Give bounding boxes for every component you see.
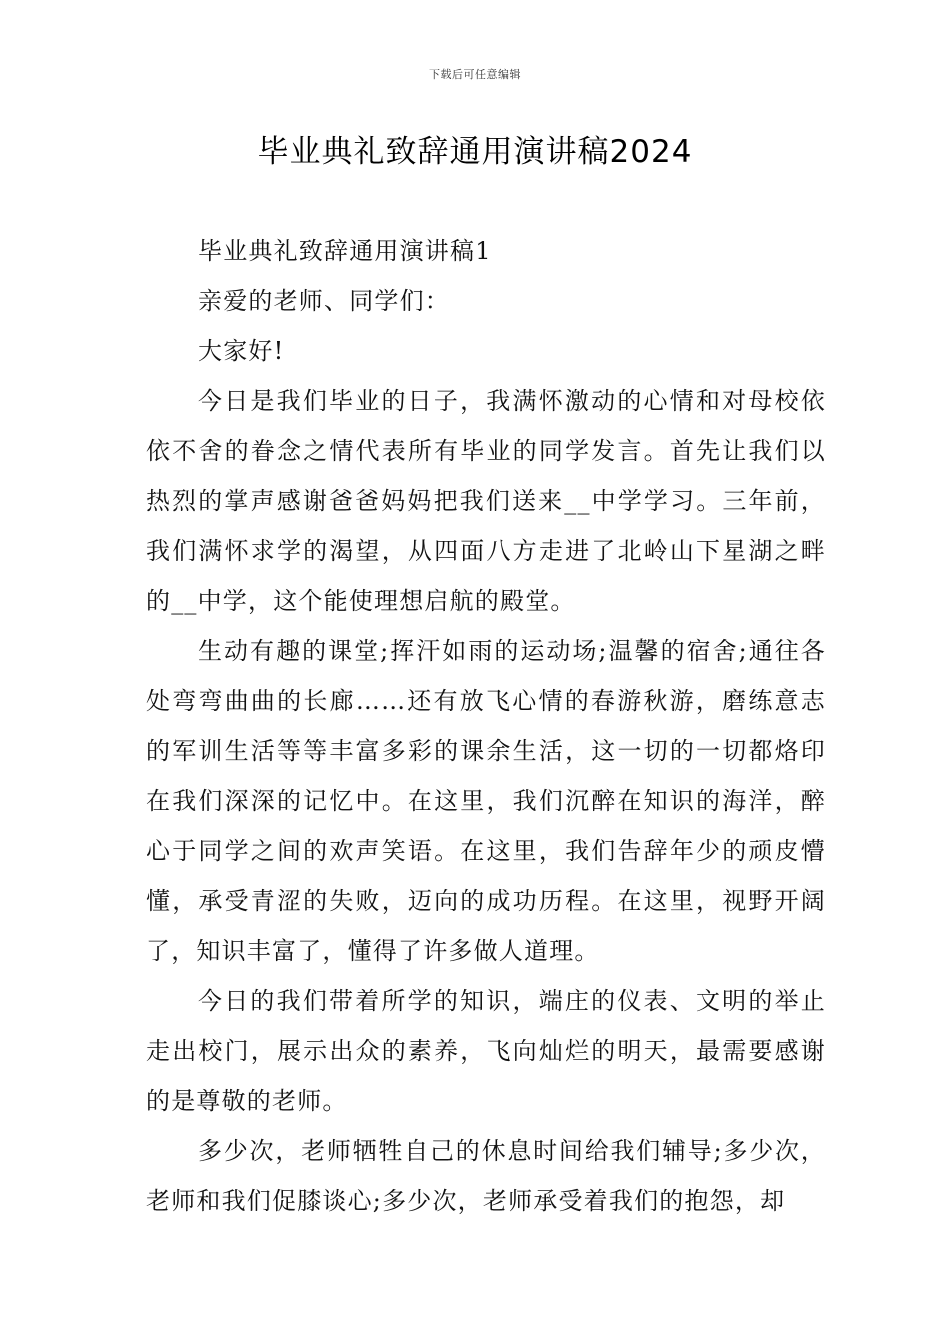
- document-body: [146, 226, 826, 1226]
- document-title: 毕业典礼致辞通用演讲稿2024: [257, 134, 693, 170]
- greeting: 大家好!: [198, 337, 285, 365]
- body-paragraph: 今日的我们带着所学的知识，端庄的仪表、文明的举止走出校门，展示出众的素养，飞向灿烂的明天，最需要感谢的是尊敬的老师。: [146, 987, 826, 1115]
- body-paragraph: 多少次，老师牺牲自己的休息时间给我们辅导;多少次，老师和我们促膝谈心;多少次，老师承受着我们的抱怨，却: [146, 1137, 826, 1215]
- body-paragraph: 生动有趣的课堂;挥汗如雨的运动场;温馨的宿舍;通往各处弯弯曲曲的长廊……还有放飞心情的春游秋游，磨练意志的军训生活等等丰富多彩的课余生活，这一切的一切都烙印在我们深深的记忆中。在这里，我们沉醉在知识的海洋，醉心于同学之间的欢声笑语。在这里，我们告辞年少的顽皮懵懂，承受青涩的失败，迈向的成功历程。在这里，视野开阔了，知识丰富了，懂得了许多做人道理。: [146, 637, 826, 965]
- salutation: 亲爱的老师、同学们：: [198, 287, 450, 315]
- header-note: 下载后可任意编辑: [429, 68, 521, 81]
- speech-subtitle: 毕业典礼致辞通用演讲稿1: [198, 237, 492, 265]
- body-paragraph: 今日是我们毕业的日子，我满怀激动的心情和对母校依依不舍的眷念之情代表所有毕业的同学发言。首先让我们以热烈的掌声感谢爸爸妈妈把我们送来__中学学习。三年前，我们满怀求学的渴望，从四面八方走进了北岭山下星湖之畔的__中学，这个能使理想启航的殿堂。: [146, 387, 826, 615]
